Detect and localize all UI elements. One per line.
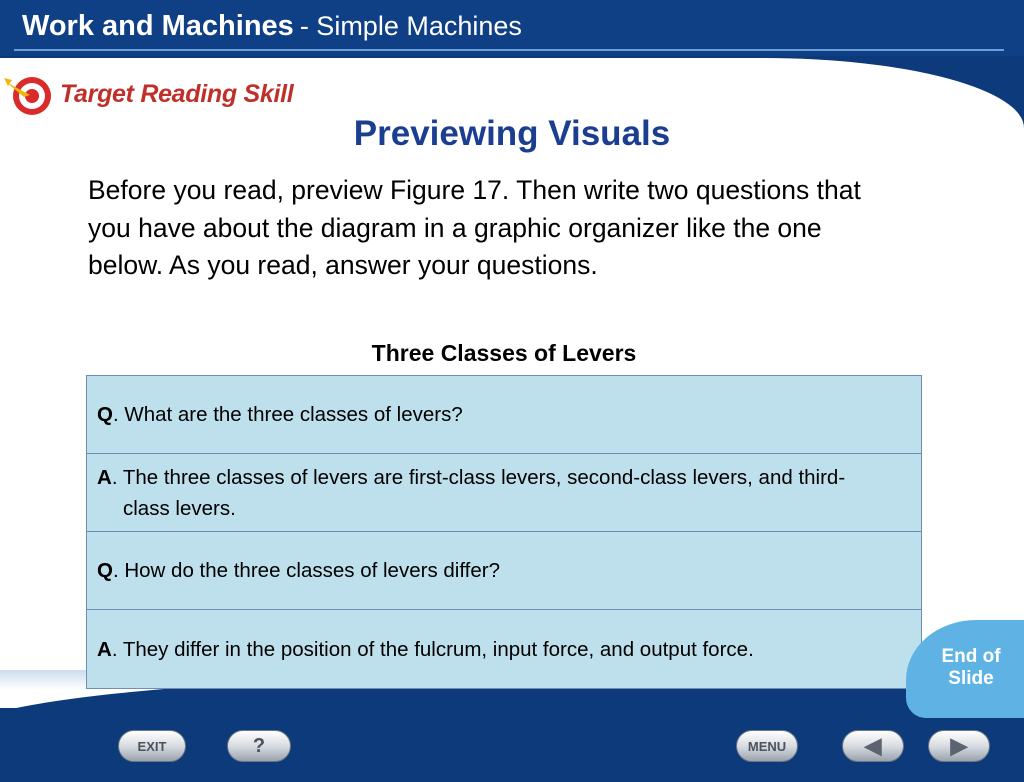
question-cell [87,399,503,430]
chapter-title: Work and Machines [22,10,294,42]
table-row [87,610,921,688]
answer-cell [87,462,921,524]
answer-cell [87,634,794,665]
table-row [87,376,921,454]
table-title: Three Classes of Levers [371,340,637,366]
row-text: . The three classes of levers are first-class levers, second-class levers, and third-class levers. [111,465,846,520]
row-prefix: Q [97,403,113,426]
back-arrow-icon[interactable]: ◀ [842,730,904,762]
row-prefix: A [97,637,112,661]
question-cell [87,555,540,586]
row-prefix: A [97,465,112,489]
skill-badge [4,70,293,118]
end-line-2: Slide [948,668,994,689]
page-title: Previewing Visuals [353,114,671,153]
row-prefix: Q [97,559,113,582]
table-row [87,454,921,532]
row-text: . How do the three classes of levers differ? [112,559,500,582]
exit-button[interactable]: EXIT [118,730,186,762]
section-subtitle: - Simple Machines [299,11,522,41]
qa-table [86,375,922,689]
target-icon [4,70,52,118]
row-text: . They differ in the position of the fulcrum, input force, and output force. [111,637,754,661]
skill-label: Target Reading Skill [60,79,294,108]
help-button[interactable]: ? [227,730,291,762]
row-text: . What are the three classes of levers? [112,403,463,426]
table-row [87,532,921,610]
header-title [22,10,522,43]
header-bar [0,0,1024,56]
intro-text: Before you read, preview Figure 17. Then write two questions that you have about the diagram in a graphic organizer like the one below. As you read, answer your questions. [88,175,861,280]
end-line-1: End of [941,646,1001,667]
header-divider [14,49,1004,51]
menu-button[interactable]: MENU [736,730,798,762]
end-of-slide-label [925,646,1017,690]
next-arrow-icon[interactable]: ▶ [928,730,990,762]
